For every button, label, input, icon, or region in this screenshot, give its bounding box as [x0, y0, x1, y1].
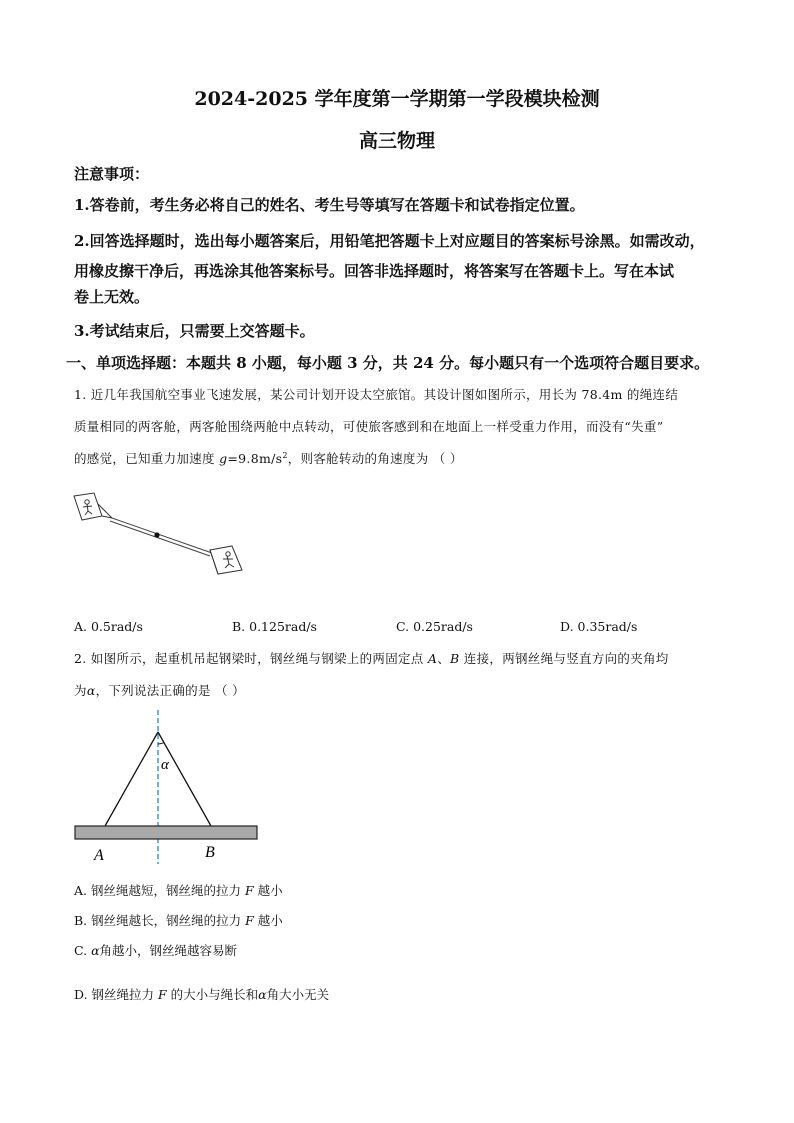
q1-option-d: D. 0.35rad/s: [560, 619, 638, 634]
gravity-unit-exponent: 2: [282, 450, 288, 460]
capsule-right: [210, 546, 242, 574]
point-b-label: B: [205, 844, 215, 861]
gravity-value: =9.8m/s: [227, 451, 283, 466]
q2-option-c: [74, 941, 237, 959]
q2-option-d: [74, 985, 329, 1003]
q1-line-3-text: 的感觉，已知重力加速度: [74, 451, 220, 466]
q1-line-1: 1. 近几年我国航空事业飞速发展，某公司计划开设太空旅馆。其设计图如图所示，用长为 78.4m 的绳连结: [74, 387, 679, 402]
q1-option-a: A. 0.5rad/s: [74, 619, 143, 634]
notes-item-2-line-1: 2.回答选择题时，选出每小题答案后，用铅笔把答题卡上对应题目的答案标号涂黑。如需改动，: [74, 232, 705, 250]
exam-title: 2024-2025 学年度第一学期第一学段模块检测: [194, 88, 600, 110]
cable-right: [158, 732, 211, 826]
angle-alpha-label: α: [161, 757, 169, 773]
connecting-rope: [110, 518, 212, 556]
q1-option-b: B. 0.125rad/s: [232, 619, 317, 634]
notes-item-2-line-3: 卷上无效。: [74, 288, 150, 306]
q2-option-c-tail: 角越小，钢丝绳越容易断: [99, 943, 238, 958]
q2-line-1: [74, 649, 669, 667]
rotation-center-dot: [154, 532, 159, 537]
q2-line-1-text: 2. 如图所示，起重机吊起钢梁时，钢丝绳与钢梁上的两固定点: [74, 651, 428, 666]
cable-left: [105, 732, 158, 826]
q2-option-a: [74, 881, 283, 899]
q2-option-d-tail: 角大小无关: [266, 987, 330, 1002]
q2-line-2: [74, 681, 245, 699]
q2-option-b-tail: 越小: [253, 913, 283, 928]
q1-option-c: C. 0.25rad/s: [396, 619, 473, 634]
alpha-symbol: α: [258, 987, 267, 1002]
force-symbol: F: [158, 987, 167, 1002]
point-a-label: A: [94, 847, 104, 864]
force-symbol: F: [244, 883, 254, 898]
q2-line-2-tail: ，下列说法正确的是 （ ）: [95, 683, 245, 698]
steel-beam: [75, 826, 257, 839]
q1-line-2: 质量相同的两客舱，两客舱围绕两舱中点转动，可使旅客感到和在地面上一样受重力作用，而没有“失重”: [74, 419, 664, 434]
notes-item-1: 1.答卷前，考生务必将自己的姓名、考生号等填写在答题卡和试卷指定位置。: [74, 196, 585, 214]
q2-option-d-middle: 的大小与绳长和: [166, 987, 259, 1002]
q2-line-1-separator: 、: [437, 651, 451, 666]
space-hotel-figure: [68, 488, 248, 578]
crane-beam-figure: [70, 708, 264, 868]
exam-subtitle: 高三物理: [358, 130, 435, 152]
point-b-symbol: B: [450, 651, 460, 666]
q2-option-d-text: D. 钢丝绳拉力: [74, 987, 158, 1002]
alpha-symbol: α: [91, 943, 100, 958]
alpha-symbol: α: [86, 683, 96, 698]
q2-option-b: [74, 911, 283, 929]
notes-heading: 注意事项：: [74, 165, 150, 183]
q2-option-a-tail: 越小: [253, 883, 283, 898]
gravity-symbol: g: [219, 451, 228, 466]
notes-item-2-line-2: 用橡皮擦干净后，再选涂其他答案标号。回答非选择题时，将答案写在答题卡上。写在本试: [74, 262, 675, 280]
notes-item-3: 3.考试结束后，只需要上交答题卡。: [74, 322, 315, 340]
section-1-heading: 一、单项选择题：本题共 8 小题，每小题 3 分，共 24 分。每小题只有一个选项符合题目要求。: [66, 354, 710, 372]
q2-option-b-text: B. 钢丝绳越长，钢丝绳的拉力: [74, 913, 246, 928]
q2-line-2-text: 为: [74, 683, 87, 698]
point-a-symbol: A: [427, 651, 438, 666]
force-symbol: F: [245, 913, 254, 928]
q1-line-3: [74, 449, 463, 467]
angle-arc: [158, 743, 164, 745]
capsule-left: [74, 493, 112, 520]
q2-option-a-text: A. 钢丝绳越短，钢丝绳的拉力: [74, 883, 245, 898]
q2-line-1-tail: 连接，两钢丝绳与竖直方向的夹角均: [459, 651, 669, 666]
q1-line-3-tail: ，则客舱转动的角速度为 （ ）: [287, 451, 463, 466]
q2-option-c-text: C.: [74, 943, 92, 958]
